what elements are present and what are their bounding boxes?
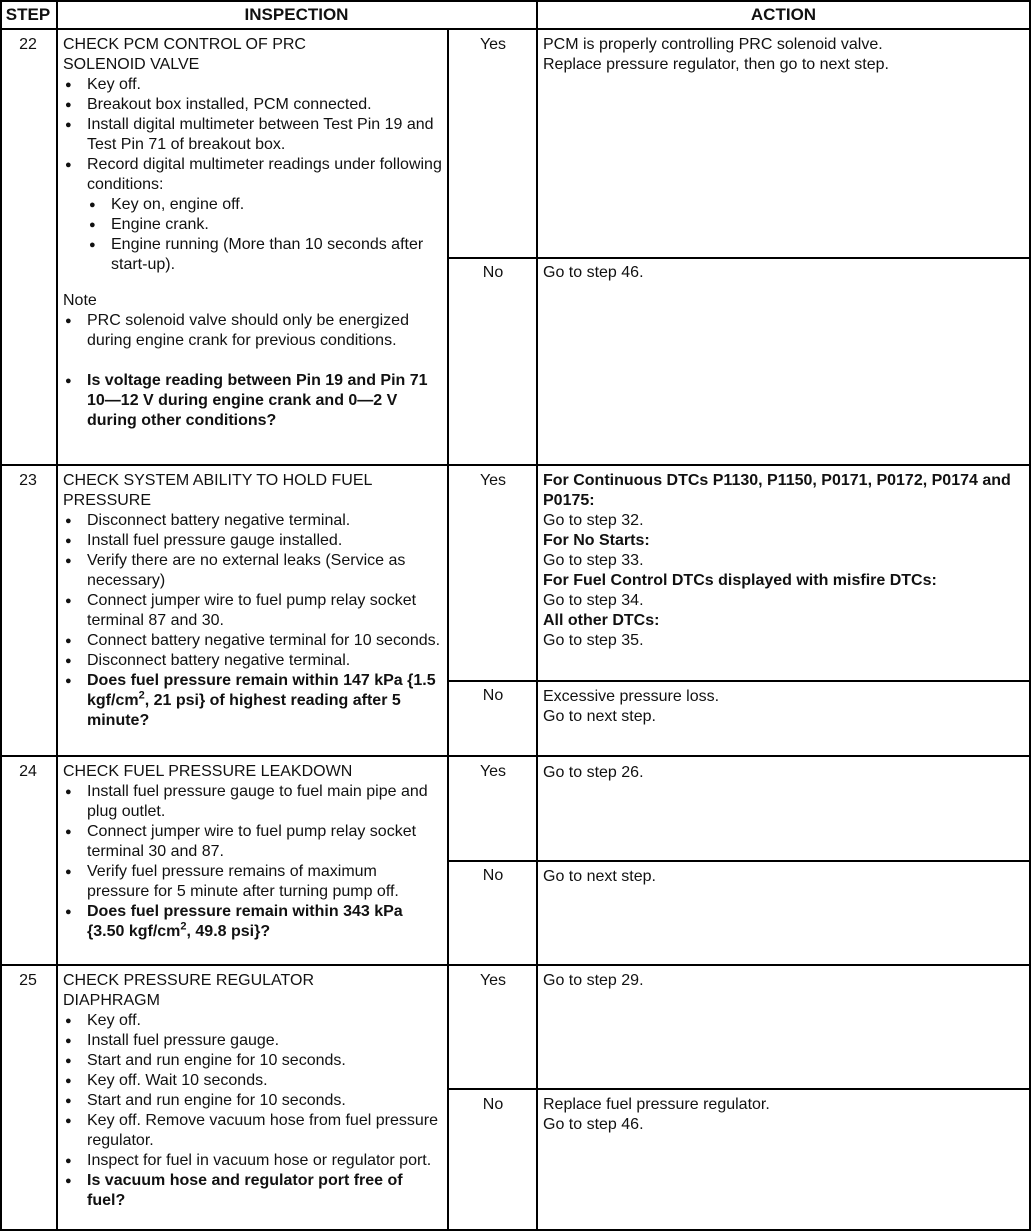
row-22-bottom (0, 464, 1031, 466)
step-25-no-action (543, 1095, 1023, 1135)
action-line: Go to next step. (543, 868, 656, 885)
action-line: Go to step 33. (543, 552, 644, 569)
row-24-yes-no-divider (447, 860, 1031, 862)
row-25-yes-no-divider (447, 1088, 1031, 1090)
table-bottom-border (0, 1229, 1031, 1231)
header-action: ACTION (750, 4, 817, 24)
bullet-item: ● Start and run engine for 10 seconds. (63, 1091, 443, 1111)
action-line: Go to next step. (543, 708, 656, 725)
no-label: No (482, 867, 504, 884)
action-line: Go to step 46. (543, 1116, 644, 1133)
sub-bullet-item: ● Engine crank. (87, 215, 443, 235)
action-heading: For Continuous DTCs P1130, P1150, P0171, P0172, P0174 and P0175: (543, 472, 1011, 509)
action-heading: For Fuel Control DTCs displayed with misfire DTCs: (543, 572, 937, 589)
step-25-bullets (63, 1011, 443, 1211)
action-line: PCM is properly controlling PRC solenoid valve. (543, 36, 883, 53)
step-title-line: DIAPHRAGM (63, 992, 160, 1009)
table-right-border (1029, 0, 1031, 1231)
bullet-item (63, 155, 443, 275)
question-bullets (63, 371, 443, 431)
step-25-yes-action (543, 971, 1023, 991)
bullet-item: ● Breakout box installed, PCM connected. (63, 95, 443, 115)
question-text: , 49.8 psi}? (186, 923, 271, 940)
header-bottom-border (0, 28, 1031, 30)
question-text: Does fuel pressure remain within 343 kPa {3.50 kgf/cm (87, 903, 403, 940)
step-23-yes-action (543, 471, 1023, 651)
bullet-item: ● Connect jumper wire to fuel pump relay socket terminal 30 and 87. (63, 822, 443, 862)
step-22-yes-action (543, 35, 1023, 75)
action-column-divider (536, 0, 538, 1231)
step-number: 25 (19, 972, 37, 989)
step-22-no-action (543, 263, 1023, 283)
note-label: Note (63, 292, 97, 309)
bullet-item: ● Install fuel pressure gauge to fuel main pipe and plug outlet. (63, 782, 443, 822)
action-line: Replace fuel pressure regulator. (543, 1096, 770, 1113)
step-column-divider (56, 0, 58, 1231)
step-title-line: CHECK SYSTEM ABILITY TO HOLD FUEL (63, 472, 373, 489)
bullet-item: ● Verify fuel pressure remains of maximum pressure for 5 minute after turning pump off. (63, 862, 443, 902)
action-line: Excessive pressure loss. (543, 688, 720, 705)
step-title-line: CHECK PRESSURE REGULATOR (63, 972, 315, 989)
bullet-item: ● Key off. Remove vacuum hose from fuel pressure regulator. (63, 1111, 443, 1151)
step-23-no-action (543, 687, 1023, 727)
superscript: 2 (180, 920, 187, 933)
bullet-text: Record digital multimeter readings under following conditions: (87, 156, 442, 193)
step-title-line: PRESSURE (63, 492, 152, 509)
step-24-bullets (63, 782, 443, 942)
row-22-yes-no-divider (447, 257, 1031, 259)
step-23-inspection (63, 471, 443, 731)
step-25-inspection (63, 971, 443, 1211)
inspection-question (63, 902, 443, 942)
bullet-item: ● Key off. Wait 10 seconds. (63, 1071, 443, 1091)
yes-label: Yes (479, 763, 507, 780)
step-number: 24 (19, 763, 37, 780)
step-22-sub-bullets (87, 195, 443, 275)
bullet-item: ● Key off. (63, 75, 443, 95)
header-inspection: INSPECTION (244, 4, 349, 24)
step-24-no-action (543, 867, 1023, 887)
action-line: Go to step 29. (543, 972, 644, 989)
inspection-column-divider (447, 28, 449, 1231)
action-line: Replace pressure regulator, then go to next step. (543, 56, 889, 73)
sub-bullet-item: ● Engine running (More than 10 seconds after start-up). (87, 235, 443, 275)
action-line: Go to step 46. (543, 264, 644, 281)
step-title-line: CHECK FUEL PRESSURE LEAKDOWN (63, 763, 353, 780)
bullet-item: ● Inspect for fuel in vacuum hose or regulator port. (63, 1151, 443, 1171)
step-title-line: SOLENOID VALVE (63, 56, 200, 73)
action-heading: For No Starts: (543, 532, 650, 549)
row-24-bottom (0, 964, 1031, 966)
inspection-question: ● Is voltage reading between Pin 19 and Pin 71 10—12 V during engine crank and 0—2 V during other conditions? (63, 371, 443, 431)
note-bullets (63, 311, 443, 351)
bullet-item: ● Install fuel pressure gauge. (63, 1031, 443, 1051)
table-left-border (0, 0, 2, 1231)
step-22-inspection (63, 35, 443, 431)
step-title-line: CHECK PCM CONTROL OF PRC (63, 36, 306, 53)
bullet-item: ● Disconnect battery negative terminal. (63, 511, 443, 531)
action-line: Go to step 34. (543, 592, 644, 609)
header-step: STEP (5, 4, 51, 24)
step-22-bullets (63, 75, 443, 275)
no-label: No (482, 1096, 504, 1113)
bullet-item: ● Connect battery negative terminal for 10 seconds. (63, 631, 443, 651)
step-24-inspection (63, 762, 443, 942)
yes-label: Yes (479, 972, 507, 989)
bullet-item: ● Disconnect battery negative terminal. (63, 651, 443, 671)
action-line: Go to step 26. (543, 764, 644, 781)
bullet-item: ● Install digital multimeter between Test Pin 19 and Test Pin 71 of breakout box. (63, 115, 443, 155)
no-label: No (482, 264, 504, 281)
bullet-item: ● Verify there are no external leaks (Service as necessary) (63, 551, 443, 591)
bullet-item: ● Connect jumper wire to fuel pump relay socket terminal 87 and 30. (63, 591, 443, 631)
bullet-item: ● Key off. (63, 1011, 443, 1031)
step-24-yes-action (543, 763, 1023, 783)
note-bullet-item: ● PRC solenoid valve should only be energized during engine crank for previous conditions. (63, 311, 443, 351)
action-heading: All other DTCs: (543, 612, 660, 629)
inspection-question: ● Is vacuum hose and regulator port free of fuel? (63, 1171, 443, 1211)
no-label: No (482, 687, 504, 704)
superscript: 2 (138, 689, 145, 702)
row-23-bottom (0, 755, 1031, 757)
action-line: Go to step 32. (543, 512, 644, 529)
yes-label: Yes (479, 472, 507, 489)
row-23-yes-no-divider (447, 680, 1031, 682)
action-line: Go to step 35. (543, 632, 644, 649)
question-text: Does fuel pressure remain within 147 kPa {1.5 kgf/cm (87, 672, 436, 709)
step-23-bullets (63, 511, 443, 731)
sub-bullet-item: ● Key on, engine off. (87, 195, 443, 215)
step-number: 23 (19, 472, 37, 489)
question-text: , 21 psi} of highest reading after 5 minute? (87, 692, 401, 729)
inspection-question (63, 671, 443, 731)
bullet-item: ● Start and run engine for 10 seconds. (63, 1051, 443, 1071)
step-number: 22 (19, 36, 37, 53)
yes-label: Yes (479, 36, 507, 53)
bullet-item: ● Install fuel pressure gauge installed. (63, 531, 443, 551)
